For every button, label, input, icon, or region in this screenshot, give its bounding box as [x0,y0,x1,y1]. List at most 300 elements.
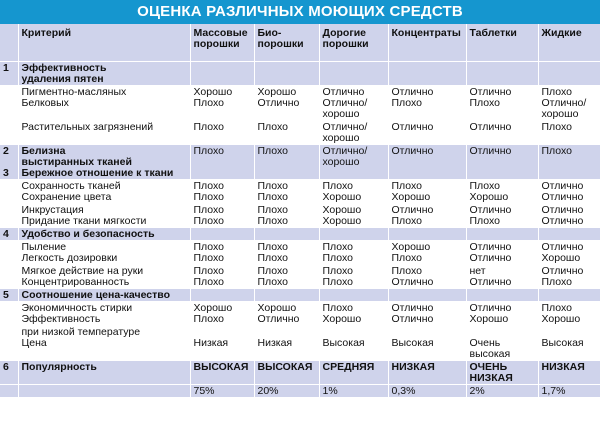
value-cell-liquids-line [542,373,598,384]
header-expensive-powders: Дорогие порошки [319,24,388,62]
value-cell-tablets-line [470,168,535,179]
value-cell-tablets [466,62,538,86]
row-number-line: 1 [3,62,9,74]
row-number-line [3,87,15,98]
value-cell-tablets-line: Отлично [469,252,512,264]
value-cell-expensive-powders-line: Отлично/ [322,97,368,109]
detergent-comparison-table [0,24,600,397]
criterion-cell-line: Мягкое действие на руки [21,265,144,277]
value-cell-mass-powders-line [194,109,251,120]
value-cell-bio-powders-line: ВЫСОКАЯ [257,361,313,373]
value-cell-concentrates [388,289,466,302]
criterion-cell [18,228,190,241]
table-row [0,228,600,241]
value-cell-tablets-line: Плохо [469,97,500,109]
row-number-line [3,122,15,133]
row-number-line [3,266,15,277]
table-row [0,180,600,204]
value-cell-liquids-line: хорошо [541,108,579,120]
row-number [0,241,18,265]
value-cell-concentrates-line [392,157,463,168]
value-cell-tablets [466,302,538,326]
value-cell-tablets-line [470,229,535,240]
value-cell-expensive-powders [319,145,388,180]
value-cell-bio-powders-line [258,109,316,120]
value-cell-concentrates-line [392,373,463,384]
value-cell-mass-powders [190,265,254,289]
criterion-cell-line: Эффективность [21,313,101,325]
value-cell-expensive-powders-line: Отлично [322,86,365,98]
value-cell-expensive-powders-line: Плохо [322,265,353,277]
value-cell-concentrates-line: Плохо [391,265,422,277]
row-number [0,228,18,241]
value-cell-liquids [538,62,600,86]
value-cell-liquids-line: 1,7% [541,385,566,397]
value-cell-bio-powders-line: Отлично [257,313,300,325]
value-cell-tablets-line: Отлично [469,302,512,314]
value-cell-mass-powders-line: Плохо [193,215,224,227]
criterion-cell-line: Пигментно-масляных [21,86,127,98]
value-cell-liquids-line [542,229,598,240]
value-cell-liquids-line: Плохо [541,302,572,314]
value-cell-liquids-line: Хорошо [541,252,581,264]
table-row [0,302,600,326]
criterion-cell-line [22,373,187,384]
row-number-line [3,242,15,253]
criterion-cell-line [22,133,187,144]
value-cell-bio-powders-line: Плохо [257,121,288,133]
value-cell-concentrates-line: Хорошо [391,191,431,203]
value-cell-tablets-line [470,63,535,74]
value-cell-mass-powders-line: Хорошо [193,302,233,314]
value-cell-bio-powders-line: Плохо [257,215,288,227]
value-cell-liquids-line: Отлично/ [541,97,587,109]
value-cell-mass-powders [190,289,254,302]
value-cell-concentrates [388,228,466,241]
value-cell-bio-powders [254,204,319,228]
value-cell-tablets [466,361,538,385]
table-row [0,145,600,180]
value-cell-bio-powders-line: Хорошо [257,86,297,98]
value-cell-concentrates-line: Отлично [391,204,434,216]
value-cell-expensive-powders [319,180,388,204]
value-cell-bio-powders-line [258,349,316,360]
value-cell-bio-powders [254,302,319,326]
value-cell-liquids-line [542,290,598,301]
criterion-cell-line: Бережное отношение к ткани [21,167,174,179]
row-number-line: 3 [3,167,9,179]
value-cell-expensive-powders-line: Отлично/ [322,145,368,157]
value-cell-mass-powders-line: 75% [193,385,215,397]
value-cell-expensive-powders-line [323,63,385,74]
value-cell-liquids-line: Хорошо [541,313,581,325]
header-bio-powders: Био- порошки [254,24,319,62]
value-cell-bio-powders [254,180,319,204]
header-mass-powders: Массовые порошки [190,24,254,62]
table-title: ОЦЕНКА РАЗЛИЧНЫХ МОЮЩИХ СРЕДСТВ [0,0,600,24]
criterion-cell [18,204,190,228]
table-row [0,265,600,289]
header-tablets: Таблетки [466,24,538,62]
value-cell-tablets [466,326,538,361]
value-cell-concentrates-line: Отлично [391,313,434,325]
table-row [0,326,600,361]
value-cell-expensive-powders-line: Плохо [322,276,353,288]
value-cell-mass-powders-line: Низкая [193,337,229,349]
value-cell-concentrates [388,265,466,289]
value-cell-bio-powders-line: 20% [257,385,279,397]
value-cell-tablets-line: Отлично [469,121,512,133]
value-cell-expensive-powders-line: хорошо [322,108,360,120]
value-cell-liquids-line: Отлично [541,241,584,253]
table-row [0,121,600,145]
value-cell-concentrates-line: Плохо [391,215,422,227]
value-cell-bio-powders-line: Плохо [257,204,288,216]
value-cell-tablets [466,228,538,241]
value-cell-expensive-powders-line: Хорошо [322,191,362,203]
value-cell-liquids-line: Плохо [541,276,572,288]
value-cell-mass-powders-line: Плохо [193,252,224,264]
value-cell-concentrates-line: 0,3% [391,385,416,397]
value-cell-liquids-line [542,168,598,179]
value-cell-bio-powders-line: Отлично [257,97,300,109]
table-row [0,289,600,302]
value-cell-concentrates-line: Отлично [391,86,434,98]
value-cell-bio-powders [254,361,319,385]
value-cell-mass-powders-line: Плохо [193,180,224,192]
value-cell-mass-powders [190,62,254,86]
value-cell-mass-powders-line: Плохо [193,265,224,277]
value-cell-concentrates-line: Плохо [391,252,422,264]
row-number [0,302,18,326]
criterion-cell-line: Легкость дозировки [21,252,118,264]
value-cell-concentrates-line: Отлично [391,121,434,133]
value-cell-bio-powders [254,86,319,121]
criterion-cell [18,385,190,398]
criterion-cell-line: Эффективность [21,62,107,74]
row-number-line: 5 [3,289,9,301]
row-number [0,145,18,180]
value-cell-concentrates-line: НИЗКАЯ [391,361,435,373]
value-cell-mass-powders [190,86,254,121]
value-cell-concentrates-line [392,168,463,179]
value-cell-tablets-line [470,157,535,168]
value-cell-bio-powders [254,228,319,241]
row-number-line [3,386,15,397]
value-cell-bio-powders [254,289,319,302]
value-cell-mass-powders [190,385,254,398]
row-number [0,361,18,385]
value-cell-tablets-line: Плохо [469,180,500,192]
value-cell-concentrates-line [392,109,463,120]
value-cell-tablets [466,204,538,228]
value-cell-bio-powders-line [258,290,316,301]
value-cell-mass-powders-line: Плохо [193,97,224,109]
value-cell-concentrates [388,121,466,145]
value-cell-tablets [466,265,538,289]
value-cell-expensive-powders-line [323,290,385,301]
value-cell-expensive-powders-line: хорошо [322,156,360,168]
row-number-line: 6 [3,361,9,373]
criterion-cell [18,180,190,204]
value-cell-liquids-line: Отлично [541,191,584,203]
value-cell-bio-powders-line [258,157,316,168]
criterion-cell [18,241,190,265]
value-cell-tablets-line: ОЧЕНЬ [469,361,508,373]
value-cell-expensive-powders-line: Хорошо [322,215,362,227]
value-cell-concentrates-line [392,349,463,360]
value-cell-expensive-powders [319,204,388,228]
value-cell-mass-powders-line [194,157,251,168]
value-cell-bio-powders-line: Плохо [257,145,288,157]
value-cell-mass-powders [190,326,254,361]
value-cell-concentrates [388,145,466,180]
value-cell-tablets-line [470,109,535,120]
value-cell-tablets-line: Плохо [469,215,500,227]
value-cell-liquids-line: НИЗКАЯ [541,361,585,373]
criterion-cell [18,86,190,121]
value-cell-expensive-powders-line: хорошо [322,132,360,144]
value-cell-bio-powders-line: Плохо [257,241,288,253]
value-cell-concentrates-line: Высокая [391,337,434,349]
value-cell-concentrates-line [392,133,463,144]
value-cell-concentrates [388,180,466,204]
row-number [0,62,18,86]
value-cell-liquids [538,86,600,121]
value-cell-tablets [466,121,538,145]
value-cell-liquids-line: Плохо [541,121,572,133]
value-cell-mass-powders-line [194,229,251,240]
criterion-cell-line: Белизна [21,145,66,157]
header-criterion: Критерий [18,24,190,62]
row-number [0,326,18,361]
row-number-line [3,303,15,314]
value-cell-tablets [466,289,538,302]
value-cell-expensive-powders-line: Отлично/ [322,121,368,133]
criterion-cell-line [22,109,187,120]
criterion-cell-line: Сохранение цвета [21,191,112,203]
value-cell-mass-powders-line [194,133,251,144]
criterion-cell-line: Соотношение цена-качество [21,289,171,301]
value-cell-liquids-line [542,349,598,360]
value-cell-expensive-powders-line: Высокая [322,337,365,349]
row-number [0,385,18,398]
value-cell-tablets-line: нет [469,265,486,277]
value-cell-tablets-line: Отлично [469,86,512,98]
value-cell-mass-powders-line: Плохо [193,204,224,216]
value-cell-tablets-line [470,290,535,301]
row-number [0,180,18,204]
header-liquids: Жидкие [538,24,600,62]
value-cell-expensive-powders-line: Плохо [322,302,353,314]
row-number-line: 4 [3,228,9,240]
value-cell-mass-powders [190,361,254,385]
table-row [0,385,600,398]
value-cell-liquids [538,385,600,398]
value-cell-concentrates [388,62,466,86]
value-cell-bio-powders-line [258,229,316,240]
value-cell-tablets-line: Отлично [469,241,512,253]
row-number [0,289,18,302]
value-cell-expensive-powders [319,241,388,265]
value-cell-mass-powders-line [194,373,251,384]
value-cell-mass-powders-line: ВЫСОКАЯ [193,361,249,373]
value-cell-mass-powders [190,204,254,228]
table-row [0,241,600,265]
value-cell-tablets-line: Отлично [469,145,512,157]
value-cell-liquids-line: Отлично [541,204,584,216]
value-cell-mass-powders-line: Плохо [193,121,224,133]
value-cell-concentrates [388,204,466,228]
criterion-cell [18,302,190,326]
criterion-cell-line: Инкрустация [21,204,84,216]
value-cell-bio-powders [254,145,319,180]
row-number [0,265,18,289]
criterion-cell-line: Популярность [21,361,97,373]
value-cell-expensive-powders-line: Плохо [322,252,353,264]
value-cell-expensive-powders-line: 1% [322,385,338,397]
value-cell-mass-powders [190,302,254,326]
value-cell-tablets [466,86,538,121]
value-cell-concentrates-line: Отлично [391,145,434,157]
value-cell-bio-powders [254,326,319,361]
value-cell-mass-powders-line: Плохо [193,313,224,325]
value-cell-bio-powders-line [258,133,316,144]
value-cell-concentrates-line: Отлично [391,302,434,314]
header-num [0,24,18,62]
criterion-cell-line [22,386,187,397]
value-cell-liquids-line [542,133,598,144]
value-cell-concentrates-line [392,290,463,301]
value-cell-liquids [538,241,600,265]
value-cell-mass-powders [190,145,254,180]
value-cell-liquids-line: Отлично [541,180,584,192]
value-cell-liquids-line [542,157,598,168]
value-cell-liquids [538,121,600,145]
value-cell-expensive-powders [319,86,388,121]
value-cell-mass-powders-line: Плохо [193,191,224,203]
value-cell-expensive-powders-line [323,349,385,360]
value-cell-tablets [466,180,538,204]
value-cell-concentrates [388,326,466,361]
value-cell-tablets [466,145,538,180]
value-cell-expensive-powders-line [323,373,385,384]
value-cell-bio-powders-line [258,373,316,384]
value-cell-bio-powders-line: Плохо [257,191,288,203]
value-cell-tablets-line: Очень [469,337,501,349]
row-number [0,121,18,145]
value-cell-tablets-line: НИЗКАЯ [469,372,513,384]
value-cell-liquids [538,228,600,241]
criterion-cell-line [22,349,187,360]
criterion-cell [18,121,190,145]
row-number-line: 2 [3,145,9,157]
value-cell-liquids-line: Отлично [541,215,584,227]
value-cell-liquids-line: Плохо [541,86,572,98]
value-cell-expensive-powders [319,62,388,86]
criterion-cell [18,145,190,180]
value-cell-bio-powders-line: Плохо [257,276,288,288]
criterion-cell-line: Концентрированность [21,276,130,288]
value-cell-tablets-line: высокая [469,348,511,360]
value-cell-mass-powders-line [194,63,251,74]
criterion-cell [18,361,190,385]
value-cell-liquids-line: Отлично [541,265,584,277]
value-cell-expensive-powders-line [323,229,385,240]
value-cell-mass-powders [190,241,254,265]
value-cell-liquids [538,204,600,228]
value-cell-bio-powders-line [258,63,316,74]
value-cell-liquids [538,289,600,302]
criterion-cell-line: Экономичность стирки [21,302,133,314]
value-cell-concentrates-line [392,63,463,74]
value-cell-bio-powders [254,265,319,289]
value-cell-tablets-line: Отлично [469,276,512,288]
value-cell-mass-powders-line: Плохо [193,145,224,157]
value-cell-expensive-powders-line: Плохо [322,180,353,192]
row-number-line [3,327,15,338]
value-cell-bio-powders-line: Хорошо [257,302,297,314]
value-cell-mass-powders-line [194,168,251,179]
value-cell-concentrates [388,86,466,121]
value-cell-mass-powders-line [194,349,251,360]
value-cell-bio-powders [254,385,319,398]
row-number-line [3,205,15,216]
table-row [0,361,600,385]
criterion-cell-line: Белковых [21,97,69,109]
value-cell-concentrates-line [392,229,463,240]
criterion-cell-line: выстиранных тканей [21,156,132,168]
value-cell-concentrates [388,302,466,326]
value-cell-bio-powders-line [258,168,316,179]
value-cell-liquids [538,302,600,326]
value-cell-concentrates [388,361,466,385]
criterion-cell [18,265,190,289]
value-cell-concentrates-line: Плохо [391,97,422,109]
header-concentrates: Концентраты [388,24,466,62]
value-cell-mass-powders [190,121,254,145]
value-cell-bio-powders-line: Плохо [257,265,288,277]
value-cell-concentrates [388,385,466,398]
table-row [0,86,600,121]
value-cell-tablets [466,241,538,265]
value-cell-liquids-line [542,63,598,74]
table-row [0,204,600,228]
value-cell-liquids [538,265,600,289]
criterion-cell-line: Придание ткани мягкости [21,215,147,227]
value-cell-expensive-powders [319,289,388,302]
value-cell-bio-powders [254,62,319,86]
value-cell-expensive-powders [319,385,388,398]
value-cell-liquids [538,326,600,361]
value-cell-liquids-line: Высокая [541,337,584,349]
table-row [0,62,600,86]
value-cell-mass-powders-line [194,290,251,301]
value-cell-expensive-powders-line: Хорошо [322,204,362,216]
criterion-cell-line: Удобство и безопасность [21,228,155,240]
value-cell-concentrates-line: Хорошо [391,241,431,253]
value-cell-tablets-line: Хорошо [469,191,509,203]
value-cell-mass-powders-line: Хорошо [193,86,233,98]
value-cell-expensive-powders [319,265,388,289]
row-number [0,86,18,121]
value-cell-expensive-powders-line [323,168,385,179]
value-cell-mass-powders-line: Плохо [193,276,224,288]
value-cell-concentrates-line: Плохо [391,180,422,192]
value-cell-liquids [538,180,600,204]
value-cell-expensive-powders [319,228,388,241]
criterion-cell [18,289,190,302]
